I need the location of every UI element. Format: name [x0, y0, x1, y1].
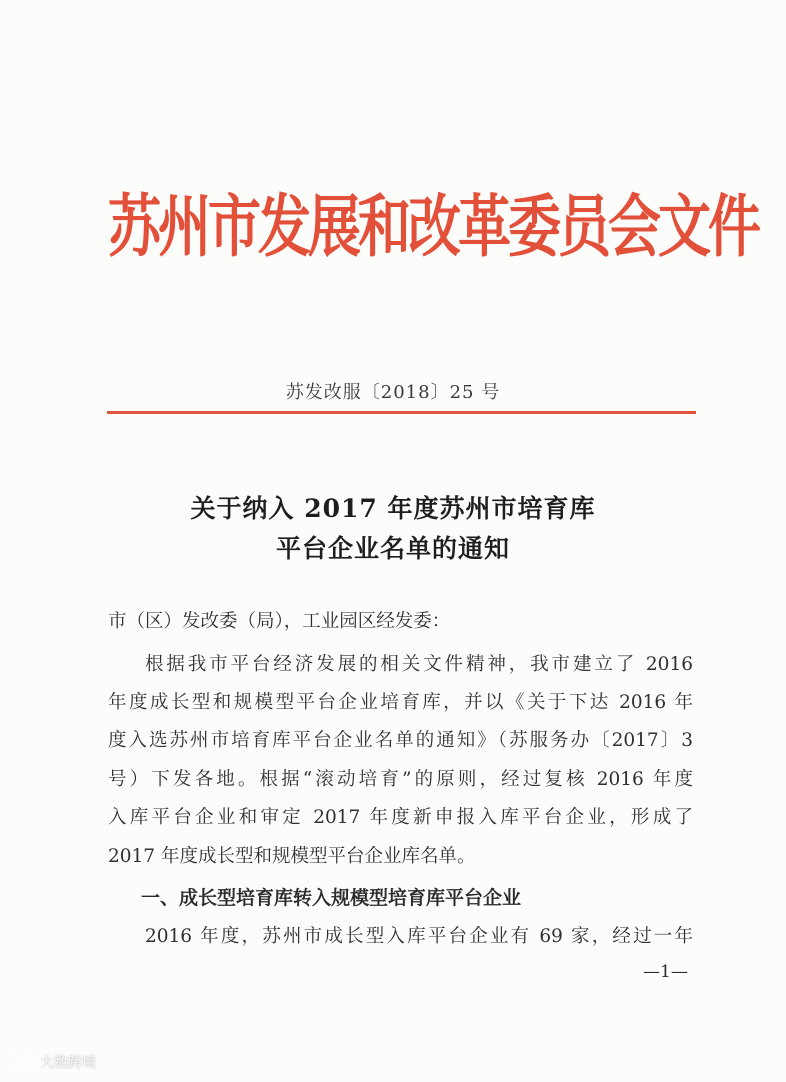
paragraph-line: 入库平台企业和审定 2017 年度新申报入库平台企业，形成了 [108, 807, 693, 828]
paragraph-line: 2017 年度成长型和规模型平台企业库名单。 [108, 846, 476, 867]
notice-title-line-1: 关于纳入 2017 年度苏州市培育库 [190, 494, 596, 523]
chat-bubble-icon [6, 1053, 36, 1071]
page-number: —1— [643, 962, 688, 982]
issuer-header-title: 苏州市发展和改革委员会文件 [108, 187, 758, 267]
document-number: 苏发改服〔2018〕25 号 [285, 382, 501, 403]
watermark-text: 大数跨境 [40, 1055, 96, 1071]
watermark [6, 1052, 96, 1072]
recipient-line: 市（区）发改委（局），工业园区经发委： [108, 611, 451, 632]
red-divider-line [107, 411, 696, 414]
paragraph-line: 度入选苏州市培育库平台企业名单的通知》（苏服务办〔2017〕3 [108, 730, 693, 751]
section-heading: 一、成长型培育库转入规模型培育库平台企业 [141, 887, 522, 909]
paragraph-line: 根据我市平台经济发展的相关文件精神，我市建立了 2016 [145, 654, 693, 675]
paragraph-line: 号）下发各地。根据“滚动培育”的原则，经过复核 2016 年度 [108, 769, 693, 790]
section-body-line: 2016 年度，苏州市成长型入库平台企业有 69 家，经过一年 [145, 926, 693, 947]
paragraph-line: 年度成长型和规模型平台企业培育库，并以《关于下达 2016 年 [108, 692, 693, 713]
notice-title-line-2: 平台企业名单的通知 [275, 534, 510, 563]
